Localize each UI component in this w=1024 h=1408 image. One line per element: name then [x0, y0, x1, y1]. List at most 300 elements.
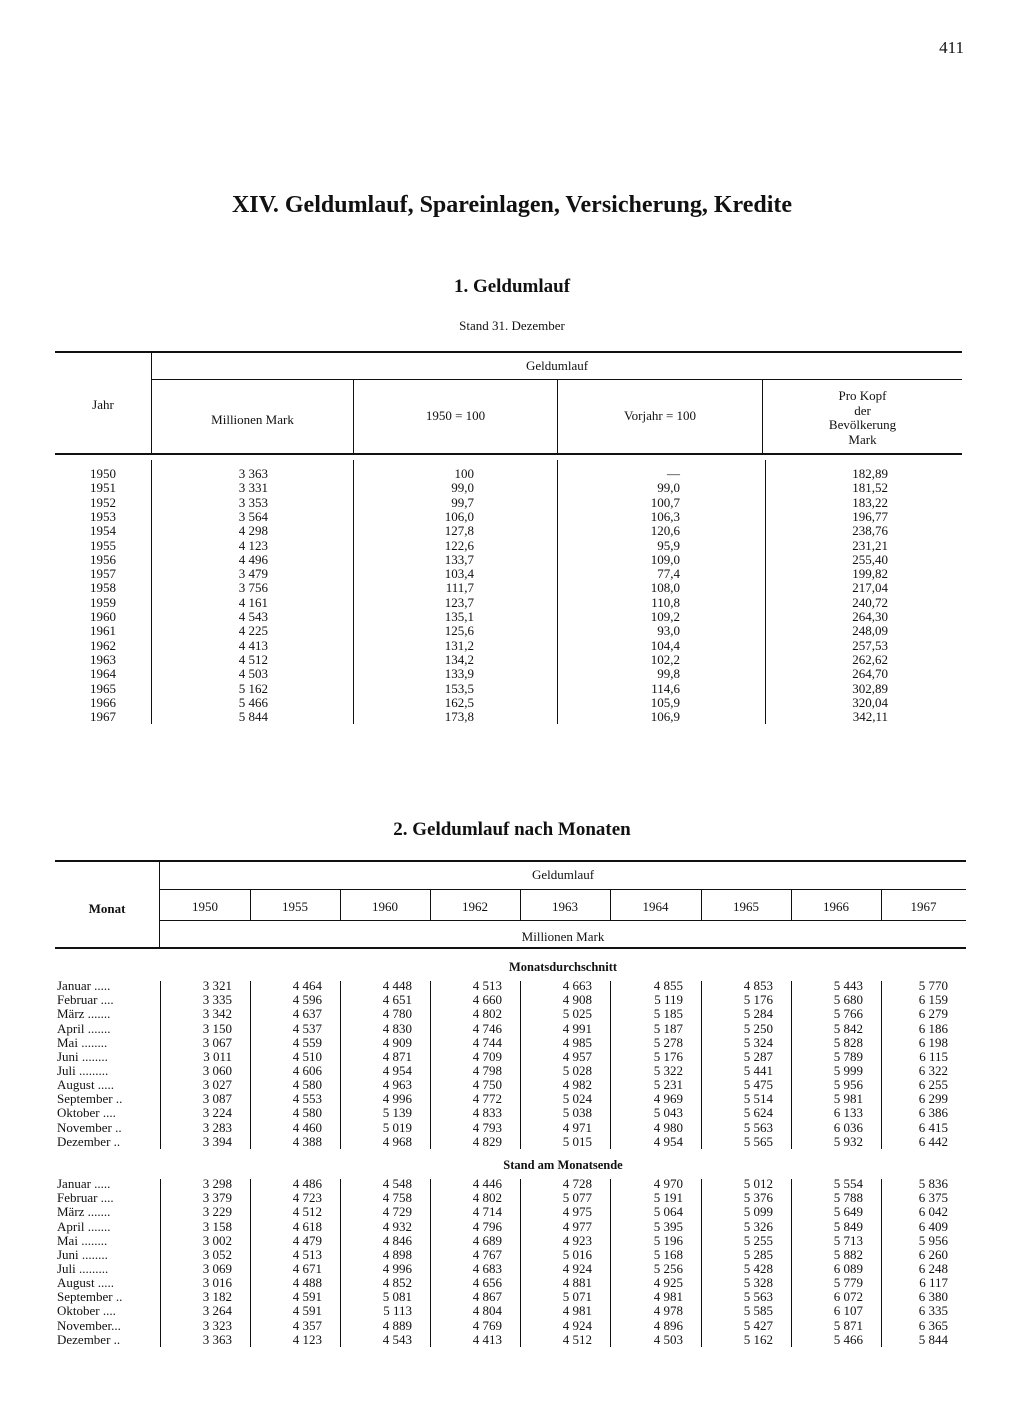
table1-mio-cell: 3 363: [238, 466, 268, 481]
table2-value-cell: 5 176: [743, 992, 773, 1008]
table1-idx1950-cell: 99,7: [451, 494, 474, 510]
table2-value-cell: 5 844: [918, 1331, 948, 1347]
table2-value-cell: 5 842: [833, 1020, 863, 1036]
table1-idx1950-cell: 131,2: [444, 637, 474, 653]
table2-year-vline: [610, 890, 611, 920]
table2-value-cell: 4 996: [382, 1091, 412, 1107]
table2-value-cell: 3 011: [203, 1048, 232, 1064]
table2-value-cell: 4 925: [653, 1275, 683, 1290]
table1-year-cell: 1962: [90, 637, 116, 653]
table1-year-cell: 1956: [90, 551, 116, 567]
table2-value-cell: 3 323: [202, 1317, 232, 1333]
table2-value-cell: 4 591: [292, 1289, 322, 1305]
table1-mio-cell: 3 564: [238, 508, 268, 524]
table2-value-cell: 5 284: [743, 1006, 773, 1022]
table2-value-cell: 4 744: [472, 1034, 502, 1050]
table1-vorjahr-cell: 110,8: [651, 594, 680, 610]
table1-vorjahr-cell: 120,6: [650, 523, 680, 539]
table2-value-cell: 5 322: [653, 1062, 683, 1078]
table2-value-cell: 4 580: [292, 1077, 322, 1092]
table2-value-cell: 4 982: [562, 1077, 592, 1092]
table1-vorjahr-cell: 108,0: [650, 580, 680, 596]
table2-value-cell: 3 087: [202, 1091, 232, 1107]
table2-value-cell: 6 255: [918, 1077, 948, 1092]
table1-vorjahr-cell: 106,3: [650, 508, 680, 524]
table2-value-cell: 6 415: [918, 1119, 948, 1135]
table2-value-cell: 5 185: [653, 1006, 683, 1022]
table2-value-cell: 3 229: [202, 1204, 232, 1220]
table1-idx1950-cell: 134,2: [444, 651, 474, 667]
table1-year-cell: 1951: [90, 480, 116, 496]
table2-value-cell: 4 357: [292, 1317, 322, 1333]
table2-value-cell: 6 335: [918, 1303, 948, 1319]
table2-value-cell: 4 909: [382, 1034, 412, 1050]
table1-group-header: Geldumlauf: [525, 358, 589, 373]
table2-value-cell: 4 970: [653, 1176, 683, 1191]
table2-month-cell: Mai ........: [57, 1232, 108, 1248]
table1-col-vorjahr: Vorjahr = 100: [623, 408, 697, 423]
prokopf-line-3: Bevölkerung: [828, 417, 897, 432]
table2-body-vline: [430, 981, 431, 1149]
table2-body-vline: [340, 981, 341, 1149]
table2-value-cell: 4 963: [382, 1077, 412, 1092]
table1-prokopf-cell: 217,04: [852, 580, 888, 596]
table2-value-cell: 6 198: [918, 1034, 948, 1050]
table1-year-cell: 1960: [90, 609, 116, 624]
table2-value-cell: 5 779: [833, 1275, 863, 1290]
table2-value-cell: 4 923: [562, 1232, 592, 1248]
table1-idx1950-cell: 125,6: [444, 623, 474, 639]
table2-value-cell: 4 729: [382, 1204, 412, 1220]
table2-value-cell: 5 395: [653, 1218, 683, 1234]
table2-value-cell: 5 427: [743, 1317, 773, 1333]
prokopf-line-2: der: [854, 402, 871, 418]
table1-mio-cell: 3 479: [238, 566, 268, 582]
table2-value-cell: 3 394: [202, 1133, 232, 1149]
table2-body-vline: [520, 981, 521, 1149]
table2-body-vline: [160, 1179, 161, 1347]
table2-value-cell: 4 709: [472, 1048, 502, 1064]
table2-value-cell: 6 115: [919, 1048, 948, 1064]
table2-value-cell: 5 113: [383, 1303, 412, 1319]
table2-value-cell: 6 089: [833, 1260, 863, 1276]
table1-prokopf-cell: 248,09: [852, 623, 888, 639]
table2-value-cell: 4 924: [562, 1317, 592, 1333]
table2-value-cell: 4 663: [562, 978, 592, 993]
table1-header-rule: [55, 453, 962, 455]
table2-month-cell: April .......: [57, 1020, 111, 1036]
table1-prokopf-cell: 196,77: [852, 508, 888, 524]
table2-value-cell: 4 503: [653, 1331, 683, 1347]
table2-value-cell: 4 985: [562, 1034, 592, 1050]
table2-body-vline: [610, 981, 611, 1149]
table2-value-cell: 5 255: [743, 1232, 773, 1248]
table2-value-cell: 5 256: [653, 1260, 683, 1276]
table2-value-cell: 6 322: [918, 1062, 948, 1078]
table2-value-cell: 3 060: [202, 1062, 232, 1078]
table2-year-header: 1955: [282, 899, 308, 914]
table2-value-cell: 4 977: [562, 1218, 592, 1234]
table2-value-cell: 4 889: [382, 1317, 412, 1333]
table2-value-cell: 5 326: [743, 1218, 773, 1234]
page-number: 411: [939, 38, 964, 57]
table1-year-cell: 1957: [90, 566, 116, 582]
table2-value-cell: 3 067: [202, 1034, 232, 1050]
table2-value-cell: 4 728: [562, 1176, 592, 1191]
table2-value-cell: 5 287: [743, 1048, 773, 1064]
table1-mio-cell: 4 413: [238, 637, 268, 653]
table2-value-cell: 5 077: [562, 1190, 592, 1206]
table1-idx1950-cell: 162,5: [444, 694, 474, 710]
table2-value-cell: 3 016: [202, 1275, 232, 1290]
table2-value-cell: 4 671: [292, 1260, 322, 1276]
table2-value-cell: 4 714: [472, 1204, 502, 1220]
table2-value-cell: 3 052: [202, 1246, 232, 1262]
table2-value-cell: 4 898: [382, 1246, 412, 1262]
table2-value-cell: 5 428: [743, 1260, 773, 1276]
table2-value-cell: 3 158: [202, 1218, 232, 1234]
table1-vorjahr-cell: 102,2: [650, 651, 680, 667]
table2-month-cell: Juni ........: [57, 1048, 108, 1064]
table2-year-vline: [340, 890, 341, 920]
table1-idx1950-cell: 133,9: [444, 666, 474, 682]
table2-value-cell: 4 855: [653, 978, 683, 993]
table2-value-cell: 6 375: [918, 1190, 948, 1206]
table2-unit: Millionen Mark: [521, 929, 605, 944]
table2-value-cell: 4 123: [292, 1331, 322, 1347]
table1-year-cell: 1953: [90, 508, 116, 524]
table1-prokopf-cell: 238,76: [852, 523, 888, 539]
table2-year-header: 1962: [462, 899, 488, 914]
table2-body-vline: [340, 1179, 341, 1347]
table1-idx1950-cell: 127,8: [444, 523, 474, 539]
table2-body-vline: [701, 981, 702, 1149]
table2-body-vline: [160, 981, 161, 1149]
table2-value-cell: 5 038: [562, 1105, 592, 1121]
table2-value-cell: 4 660: [472, 992, 502, 1008]
table2-year-header: 1963: [552, 899, 578, 914]
table2-value-cell: 4 512: [292, 1204, 322, 1220]
table2-value-cell: 4 746: [472, 1020, 502, 1036]
table2-value-cell: 3 264: [202, 1303, 232, 1319]
table2-value-cell: 5 563: [743, 1289, 773, 1305]
table1-prokopf-cell: 257,53: [852, 637, 888, 653]
table2-year-vline: [701, 890, 702, 920]
table2-value-cell: 3 379: [202, 1190, 232, 1206]
table1-mio-cell: 5 844: [238, 709, 268, 725]
table2-month-cell: Oktober ....: [57, 1303, 116, 1319]
table2-value-cell: 4 830: [382, 1020, 412, 1036]
table2-value-cell: 5 932: [833, 1133, 863, 1149]
table2-value-cell: 4 689: [472, 1232, 502, 1248]
table2-value-cell: 4 537: [292, 1020, 322, 1036]
table2-value-cell: 4 846: [382, 1232, 412, 1248]
table2-value-cell: 4 954: [382, 1062, 412, 1078]
table2-value-cell: 5 099: [743, 1204, 773, 1220]
table1-prokopf-cell: 240,72: [852, 594, 888, 610]
table1-vorjahr-cell: —: [667, 466, 680, 481]
table2-value-cell: 4 637: [292, 1006, 322, 1022]
table2-value-cell: 3 150: [202, 1020, 232, 1036]
table2-month-cell: März .......: [57, 1204, 111, 1220]
table2-block2-title: Stand am Monatsende: [503, 1158, 623, 1172]
table2-value-cell: 5 680: [833, 992, 863, 1008]
table1-mio-cell: 3 353: [238, 494, 268, 510]
table2-value-cell: 4 980: [653, 1119, 683, 1135]
table1-idx1950-cell: 133,7: [444, 551, 474, 567]
table2-value-cell: 4 981: [653, 1289, 683, 1305]
table2-value-cell: 4 796: [472, 1218, 502, 1234]
table2-value-cell: 5 871: [833, 1317, 863, 1333]
table2-col-month: Monat: [88, 901, 126, 916]
table2-value-cell: 5 139: [382, 1105, 412, 1121]
table2-value-cell: 4 543: [382, 1331, 412, 1347]
table1-top-rule: [55, 351, 962, 353]
table2-value-cell: 5 250: [743, 1020, 773, 1036]
table1-year-cell: 1955: [90, 537, 116, 553]
table2-value-cell: 4 596: [292, 992, 322, 1008]
table1-year-cell: 1952: [90, 494, 116, 510]
table2-value-cell: 3 298: [202, 1176, 232, 1191]
table2-value-cell: 5 191: [653, 1190, 683, 1206]
table2-value-cell: 4 780: [382, 1006, 412, 1022]
table2-value-cell: 5 713: [833, 1232, 863, 1248]
table2-year-header: 1966: [823, 899, 849, 914]
table2-value-cell: 5 563: [743, 1119, 773, 1135]
table2-value-cell: 5 849: [833, 1218, 863, 1234]
table2-value-cell: 5 285: [743, 1246, 773, 1262]
table2-year-header: 1960: [372, 899, 398, 914]
table2-body-vline: [520, 1179, 521, 1347]
table2-value-cell: 4 996: [382, 1260, 412, 1276]
table2-body-vline: [881, 981, 882, 1149]
table1-mio-cell: 4 298: [238, 523, 268, 539]
table2-value-cell: 3 283: [202, 1119, 232, 1135]
table2-value-cell: 4 978: [653, 1303, 683, 1319]
table1-vorjahr-cell: 109,2: [650, 609, 680, 624]
table2-month-cell: August .....: [57, 1077, 115, 1092]
table1-mio-cell: 3 756: [238, 580, 268, 596]
table2-value-cell: 4 829: [472, 1133, 502, 1149]
table2-year-vline: [430, 890, 431, 920]
table2-header-rule: [55, 947, 966, 949]
table2-value-cell: 5 999: [833, 1062, 863, 1078]
table1-mio-cell: 4 512: [238, 651, 268, 667]
table2-value-cell: 4 510: [292, 1048, 322, 1064]
table2-body-vline: [430, 1179, 431, 1347]
table2-value-cell: 4 772: [472, 1091, 502, 1107]
table2-month-cell: April .......: [57, 1218, 111, 1234]
table2-year-header: 1964: [642, 899, 669, 914]
table2-value-cell: 5 766: [833, 1006, 863, 1022]
table2-value-cell: 4 932: [382, 1218, 412, 1234]
table1-vorjahr-cell: 105,9: [650, 694, 680, 710]
table1-mio-cell: 4 225: [238, 623, 268, 639]
table2-value-cell: 6 072: [833, 1289, 863, 1305]
table2-value-cell: 5 788: [833, 1190, 863, 1206]
table2-value-cell: 5 019: [382, 1119, 412, 1135]
table2-value-cell: 5 028: [562, 1062, 592, 1078]
table2-value-cell: 6 380: [918, 1289, 948, 1305]
table2-value-cell: 5 071: [562, 1289, 592, 1305]
table2-value-cell: 4 896: [653, 1317, 683, 1333]
table2-value-cell: 6 279: [918, 1006, 948, 1022]
table2-value-cell: 5 376: [743, 1190, 773, 1206]
table2-value-cell: 5 187: [653, 1020, 683, 1036]
table2-value-cell: 4 580: [292, 1105, 322, 1121]
table2-body-vline: [791, 1179, 792, 1347]
table2-value-cell: 4 460: [292, 1119, 322, 1135]
table2-value-cell: 6 133: [833, 1105, 863, 1121]
table2-value-cell: 5 554: [833, 1176, 863, 1191]
table1-year-cell: 1959: [90, 594, 116, 610]
table2-value-cell: 5 324: [743, 1034, 773, 1050]
table1-mio-cell: 3 331: [238, 480, 268, 496]
table2-value-cell: 6 117: [919, 1275, 948, 1290]
table2-year-vline: [520, 890, 521, 920]
table2-value-cell: 4 871: [382, 1048, 412, 1064]
table2-value-cell: 5 025: [562, 1006, 592, 1022]
table1-prokopf-cell: 199,82: [852, 566, 888, 582]
table2-value-cell: 4 798: [472, 1062, 502, 1078]
table2-value-cell: 6 107: [833, 1303, 863, 1319]
table2-value-cell: 6 186: [918, 1020, 948, 1036]
table2-value-cell: 4 908: [562, 992, 592, 1008]
chapter-title: XIV. Geldumlauf, Spareinlagen, Versicherung, Kredite: [231, 192, 793, 218]
table1-title: 1. Geldumlauf: [453, 276, 571, 297]
table2-month-cell: Juli .........: [57, 1062, 109, 1078]
table1-idx1950-cell: 103,4: [444, 566, 474, 582]
table2-value-cell: 4 559: [292, 1034, 322, 1050]
table1-prokopf-cell: 255,40: [852, 551, 888, 567]
table2-value-cell: 3 342: [202, 1006, 232, 1022]
table1-year-cell: 1961: [90, 623, 116, 639]
table2-value-cell: 5 012: [743, 1176, 773, 1191]
table2-value-cell: 4 656: [472, 1275, 502, 1290]
table1-prokopf-cell: 182,89: [852, 466, 888, 481]
table2-month-cell: November ..: [57, 1119, 122, 1135]
table1-prokopf-cell: 183,22: [852, 494, 888, 510]
table1-mio-cell: 4 161: [238, 594, 268, 610]
table2-value-cell: 5 064: [653, 1204, 683, 1220]
table2-value-cell: 5 081: [382, 1289, 412, 1305]
table2-value-cell: 4 388: [292, 1133, 322, 1149]
table2-value-cell: 4 968: [382, 1133, 412, 1149]
table2-value-cell: 6 042: [918, 1204, 948, 1220]
table1-col-mio: Millionen Mark: [211, 412, 294, 427]
table2-value-cell: 4 924: [562, 1260, 592, 1276]
table2-value-cell: 4 802: [472, 1190, 502, 1206]
table2-value-cell: 4 651: [382, 992, 412, 1008]
table2-title: 2. Geldumlauf nach Monaten: [393, 819, 631, 840]
table2-year-vline: [250, 890, 251, 920]
table2-value-cell: 6 365: [918, 1317, 948, 1333]
table1-year-cell: 1965: [90, 680, 116, 696]
table2-value-cell: 4 969: [653, 1091, 683, 1107]
table2-value-cell: 4 802: [472, 1006, 502, 1022]
table2-month-cell: Januar .....: [57, 1176, 111, 1191]
table2-value-cell: 3 224: [202, 1105, 232, 1121]
table2-value-cell: 4 769: [472, 1317, 502, 1333]
table2-value-cell: 4 975: [562, 1204, 592, 1220]
prokopf-line-1: Pro Kopf: [838, 388, 887, 403]
table2-month-cell: Oktober ....: [57, 1105, 116, 1121]
table2-value-cell: 5 119: [654, 992, 683, 1008]
table2-value-cell: 4 954: [653, 1133, 683, 1149]
table2-value-cell: 5 443: [833, 978, 863, 993]
table2-value-cell: 4 804: [472, 1303, 502, 1319]
table2-value-cell: 5 981: [833, 1091, 863, 1107]
table2-value-cell: 6 299: [918, 1091, 948, 1107]
table1-prokopf-cell: 342,11: [852, 709, 888, 725]
table1-col-1950: 1950 = 100: [425, 408, 486, 423]
table2-value-cell: 4 513: [292, 1246, 322, 1262]
table1-vorjahr-cell: 106,9: [650, 709, 680, 725]
table2-block1-title: Monatsdurchschnitt: [508, 960, 618, 974]
table2-year-header: 1965: [733, 899, 759, 914]
table1-vorjahr-cell: 104,4: [650, 637, 680, 653]
table2-value-cell: 5 196: [653, 1232, 683, 1248]
table2-month-cell: Juli .........: [57, 1260, 109, 1276]
table2-value-cell: 5 789: [833, 1048, 863, 1064]
table1-vorjahr-cell: 100,7: [650, 494, 680, 510]
table2-month-cell: September ..: [57, 1091, 123, 1107]
table2-value-cell: 4 750: [472, 1077, 502, 1092]
table1-year-cell: 1964: [90, 666, 116, 682]
table2-value-cell: 4 853: [743, 978, 773, 993]
table1-prokopf-cell: 302,89: [852, 680, 888, 696]
table2-value-cell: 5 466: [833, 1331, 863, 1347]
table1-prokopf-cell: 264,30: [852, 609, 888, 624]
table2-value-cell: 5 024: [562, 1091, 592, 1107]
table2-value-cell: 6 036: [833, 1119, 863, 1135]
table2-value-cell: 5 016: [562, 1246, 592, 1262]
table2-value-cell: 4 618: [292, 1218, 322, 1234]
table2-group-rule: [160, 889, 966, 890]
table1-prokopf-cell: 181,52: [852, 480, 888, 496]
table2-month-cell: Februar ....: [57, 1190, 114, 1206]
table2-year-vline: [791, 890, 792, 920]
table2-value-cell: 4 723: [292, 1190, 322, 1206]
table1-prokopf-cell: 320,04: [852, 694, 888, 710]
table2-value-cell: 3 027: [202, 1077, 232, 1092]
table2-month-cell: Februar ....: [57, 992, 114, 1008]
table2-value-cell: 5 956: [918, 1232, 948, 1248]
table1-mio-cell: 4 123: [238, 537, 268, 553]
table2-value-cell: 4 446: [472, 1176, 502, 1191]
table2-month-cell: Dezember ..: [57, 1331, 121, 1347]
table2-value-cell: 4 758: [382, 1190, 412, 1206]
table1-idx1950-cell: 123,7: [444, 594, 474, 610]
table2-year-vline: [881, 890, 882, 920]
table2-month-cell: November...: [57, 1317, 121, 1333]
table2-value-cell: 4 413: [472, 1331, 502, 1347]
table2-value-cell: 3 182: [202, 1289, 232, 1305]
table2-value-cell: 6 248: [918, 1260, 948, 1276]
table2-value-cell: 6 409: [918, 1218, 948, 1234]
table2-body-vline: [250, 1179, 251, 1347]
table2-value-cell: 6 442: [918, 1133, 948, 1149]
table1-col-prokopf: [763, 389, 962, 447]
table1-idx1950-cell: 153,5: [444, 680, 474, 696]
table2-group-header: Geldumlauf: [531, 867, 595, 882]
table2-value-cell: 5 828: [833, 1034, 863, 1050]
table2-value-cell: 5 278: [653, 1034, 683, 1050]
table2-value-cell: 4 971: [562, 1119, 592, 1135]
table2-value-cell: 5 231: [653, 1077, 683, 1092]
table1-mio-cell: 4 543: [238, 609, 268, 624]
table2-value-cell: 5 882: [833, 1246, 863, 1262]
